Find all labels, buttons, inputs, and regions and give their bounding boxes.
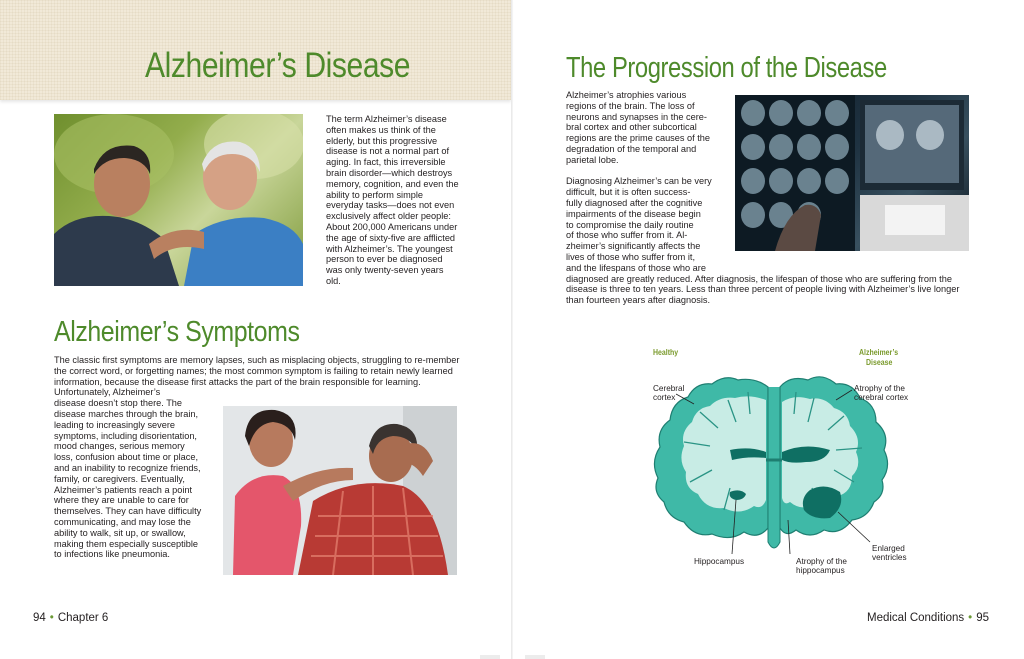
symptoms-line: making them especially susceptible [54,538,199,549]
diagram-label-atrophy-cortex-1: Atrophy of the [854,384,905,393]
progression-line: Alzheimer’s atrophies various [566,90,687,100]
symptoms-line: to infections like pneumonia. [54,549,170,560]
progression-line: diagnosed are greatly reduced. After diagnosis, the lifespan of those who are suffering from the [566,273,952,284]
progression-line: difficult, but it is often success- [566,187,691,198]
symptoms-line: ability to walk, sit up, or swallow, [54,527,186,538]
diagram-label-ventricles-1: Enlarged [872,544,905,553]
photo-woman-comforting-man-illustration [223,406,457,575]
progression-line: parietal lobe. [566,154,619,165]
progression-line: lives of those who suffer from it, [566,251,696,262]
symptoms-line: disease marches through the brain, [54,408,199,419]
symptoms-line: where they are unable to care for [54,495,189,506]
footer-dot-icon: • [49,612,54,624]
footer-left-page-number: 94 [33,612,46,624]
diagram-label-atrophy-hippo-1: Atrophy of the [796,557,847,566]
symptoms-line: disease doesn’t stop there. The [54,398,183,409]
footer-left-chapter: Chapter 6 [57,612,109,624]
symptoms-line: mood changes, serious memory [54,441,185,452]
photo-brain-scans-monitor [735,95,969,251]
diagram-label-atrophy-cortex-2: cerebral cortex [854,393,909,402]
symptoms-line: Unfortunately, Alzheimer’s [54,387,161,398]
intro-paragraph [326,114,460,287]
symptoms-line: and an inability to recognize friends, [54,462,201,473]
symptoms-line: communicating, and may lose the [54,516,191,527]
progression-line: disease is three to ten years. Less than three percent of people living with Alzheimer’s live longer [566,284,960,295]
photo-brain-scans-illustration [735,95,969,251]
diagram-label-alzheimers-1: Alzheimer’s [859,348,899,357]
footer-right [867,612,989,624]
progression-line: zheimer’s significantly affects the [566,241,701,252]
symptoms-line: themselves. They can have difficulty [54,506,202,517]
footer-right-page-number: 95 [976,612,989,624]
diagram-label-healthy: Healthy [653,348,679,357]
progression-line: and the lifespans of those who are [566,262,706,273]
footer-right-label: Medical Conditions [867,612,965,624]
progression-line: than fourteen years after diagnosis. [566,295,711,306]
symptoms-line: loss, confusion about time or place, [54,452,199,463]
footer-dot-icon: • [968,612,973,624]
progression-line: to compromise the daily routine [566,219,694,230]
progression-line: bral cortex and other subcortical [566,122,697,133]
photo-two-men-smiling-illustration [54,114,303,286]
heading-progression-of-disease: The Progression of the Disease [566,52,887,84]
footer-left [33,612,108,624]
heading-alzheimers-symptoms: Alzheimer’s Symptoms [54,316,300,348]
symptoms-line: leading to increasingly severe [54,419,176,430]
progression-line: impairments of the disease begin [566,208,701,219]
symptoms-line: family, or caregivers. Eventually, [54,473,185,484]
progression-line: neurons and synapses in the cere- [566,111,707,122]
progression-line: of those who suffer from it. Al- [566,230,688,241]
progression-line: fully diagnosed after the cognitive [566,197,703,208]
diagram-label-atrophy-hippo-2: hippocampus [796,566,845,575]
page-title-alzheimers-disease: Alzheimer’s Disease [145,46,411,85]
page-edge-mark [525,655,545,659]
diagram-label-cerebral-1: Cerebral [653,384,685,393]
diagram-label-cerebral-2: cortex [653,393,676,402]
page-edge-mark [480,655,500,659]
brain-comparison-diagram [640,342,920,582]
progression-line: regions are the prime causes of the [566,133,711,144]
progression-line: degradation of the temporal and [566,143,697,154]
intro-text: The term Alzheimer’s disease often makes us think of the elderly, but this progressive disease is not a normal part of aging. In fact, this irreversible brain disorder—which destroys memory, cognition, and even the ability to perform simple everyday tasks—does not even exclusively affect older people: About 200,000 Americans under the age of sixty-five are afflicted with Alzheimer’s. The youngest person to ever be diagnosed was only twenty-seven years old. [326,114,459,286]
diagram-label-hippocampus: Hippocampus [694,557,745,566]
symptoms-lead: The classic first symptoms are memory lapses, such as misplacing objects, struggling to re-member the correct word, or forgetting names; the most common symptom is failing to retain newly learned information, because the disease first attacks the part of the brain responsible for learning. [54,355,460,387]
photo-two-men-smiling [54,114,303,286]
diagram-label-ventricles-2: ventricles [872,553,907,562]
diagram-label-alzheimers-2: Disease [866,358,893,367]
photo-woman-comforting-man [223,406,457,575]
progression-line: regions of the brain. The loss of [566,100,695,111]
progression-line: Diagnosing Alzheimer’s can be very [566,176,712,187]
page-gutter [511,0,513,659]
symptoms-line: Alzheimer’s patients reach a point [54,484,193,495]
symptoms-line: symptoms, including disorientation, [54,430,197,441]
